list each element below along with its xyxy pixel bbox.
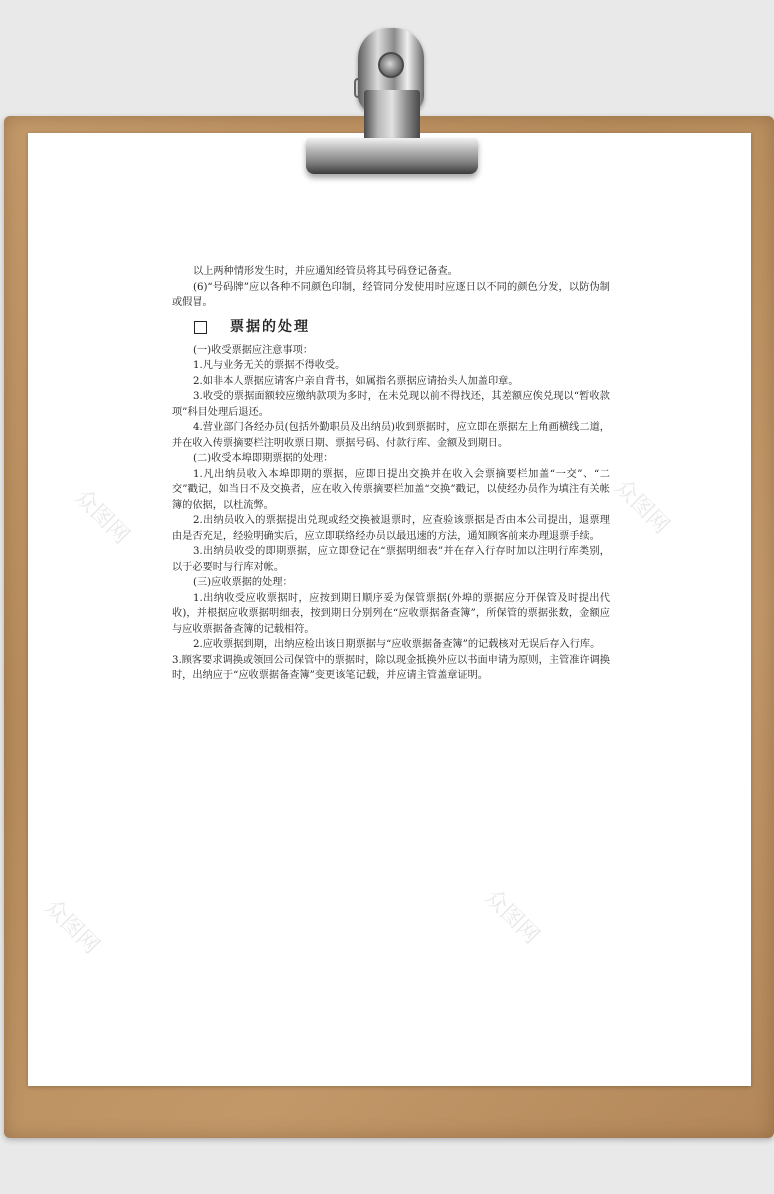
watermark: 众图网	[609, 474, 674, 540]
list-item: 2.如非本人票据应请客户亲自背书，如属指名票据应请抬头人加盖印章。	[193, 375, 519, 387]
list-item: 1.凡出纳员收入本埠即期的票据，应即日提出交换并在收入会票摘要栏加盖“一交”、“二交”戳记，如当日不及交换者，应在收入传票摘要栏加盖“交换”戳记，以使经办员作为填注有关帐簿的依据，以杜流弊。	[172, 468, 610, 511]
list-item: (二)收受本埠即期票据的处理：	[193, 453, 334, 464]
list-item: (一)收受票据应注意事项：	[193, 344, 314, 356]
section-title: 票据的处理	[230, 318, 310, 335]
list-item: 3.出纳员收受的即期票据，应立即登记在“票据明细表”并在存入行存时加以注明行库类别，以于必要时与行库对帐。	[172, 546, 610, 573]
list-item: 1.出纳收受应收票据时，应按到期日顺序妥为保管票据(外埠的票据应分开保管及时提出代收)，并根据应收票据明细表，按到期日分别列在“应收票据备查簿”，所保管的票据张数，金额应与应收票据备查簿的记载相符。	[172, 592, 610, 635]
closing-paragraph: 3.顾客要求调换或领回公司保管中的票据时，除以现金抵换外应以书面申请为原则，主管准许调换时，出纳应于“应收票据备查簿”变更该笔记载，并应请主管盖章证明。	[172, 654, 610, 681]
list-item: 4.营业部门各经办员(包括外勤职员及出纳员)收到票据时，应立即在票据左上角画横线二道，并在收入传票摘要栏注明收票日期、票据号码、付款行库、金额及到期日。	[172, 422, 610, 449]
watermark: 众图网	[479, 884, 544, 950]
list-item: 2.出纳员收入的票据提出兑现或经交换被退票时，应查验该票据是否由本公司提出，退票理由是否充足，经验明确实后，应立即联络经办员以最迅速的方法，通知顾客前来办理退票手续。	[172, 515, 610, 542]
clip-plate	[306, 138, 478, 174]
clip-body	[364, 90, 420, 142]
section-heading	[194, 317, 610, 339]
checkbox-square-icon	[194, 321, 207, 334]
watermark: 众图网	[39, 894, 104, 960]
paragraph: 以上两种情形发生时，并应通知经管员将其号码登记备查。	[193, 266, 458, 277]
list-item: (三)应收票据的处理：	[193, 577, 293, 588]
paragraph: (6)“号码牌”应以各种不同颜色印制，经管同分发使用时应逐日以不同的颜色分发，以防伪制或假冒。	[172, 281, 610, 308]
watermark: 众图网	[69, 484, 134, 550]
list-item: 3.收受的票据面额较应缴纳款项为多时，在未兑现以前不得找还，其差额应俟兑现以“暂收款项”科目处理后退还。	[172, 391, 610, 418]
list-item: 1.凡与业务无关的票据不得收受。	[193, 360, 346, 371]
clip-hole	[378, 52, 404, 78]
document-body	[172, 264, 610, 684]
list-item: 2.应收票据到期，出纳应检出该日期票据与“应收票据备查簿”的记载核对无误后存入行库。	[193, 639, 601, 650]
